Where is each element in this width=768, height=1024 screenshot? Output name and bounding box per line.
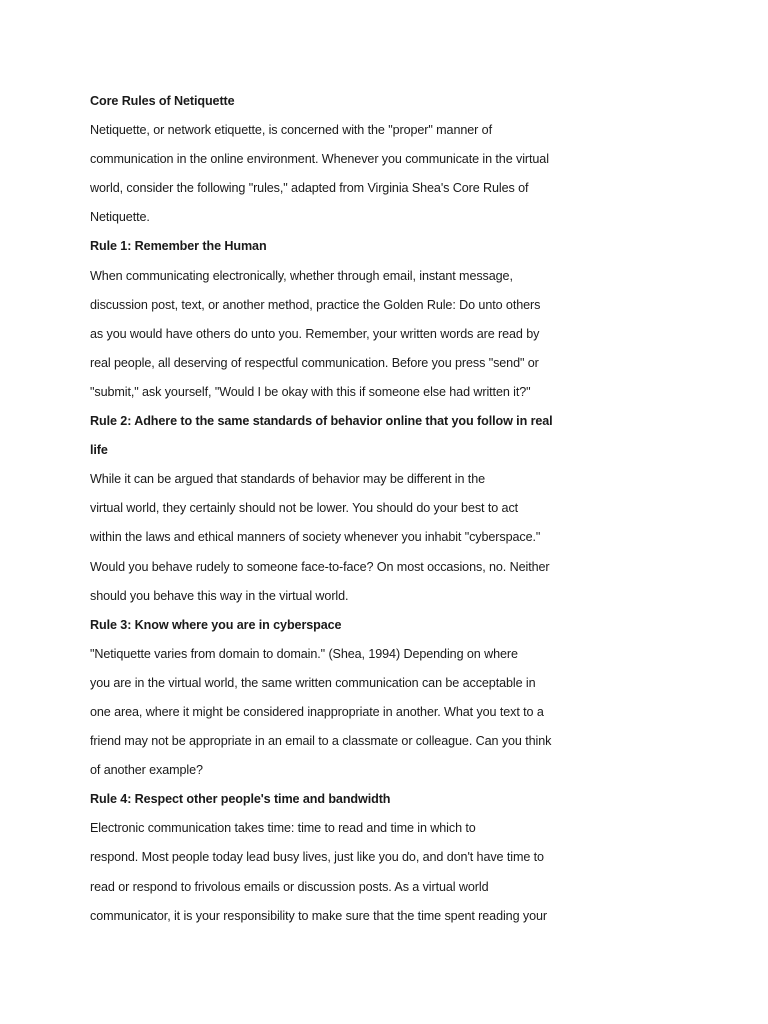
rule-1-body-line: real people, all deserving of respectful communication. Before you press "send" or [90,355,539,370]
rule-3-body-line: one area, where it might be considered inappropriate in another. What you text to a [90,704,544,719]
rule-2-body-line: within the laws and ethical manners of society whenever you inhabit "cyberspace." [90,530,541,545]
rule-3-body-line: friend may not be appropriate in an email to a classmate or colleague. Can you think [90,734,552,749]
rule-1-body-line: "submit," ask yourself, "Would I be okay with this if someone else had written it?" [90,384,531,399]
rule-1-section [90,232,580,407]
rule-3-heading: Rule 3: Know where you are in cyberspace [90,617,342,632]
document-page [90,87,580,931]
rule-1-body-line: When communicating electronically, whether through email, instant message, [90,268,513,283]
rule-4-heading: Rule 4: Respect other people's time and bandwidth [90,792,391,807]
rule-3-section [90,611,580,786]
intro-line: world, consider the following "rules," adapted from Virginia Shea's Core Rules of [90,181,529,196]
intro-line: Netiquette. [90,210,150,225]
rule-2-heading: life [90,443,108,458]
rule-4-body-line: communicator, it is your responsibility to make sure that the time spent reading your [90,908,547,923]
rule-3-body-line: "Netiquette varies from domain to domain." (Shea, 1994) Depending on where [90,646,518,661]
rule-2-section [90,407,580,611]
rule-2-heading: Rule 2: Adhere to the same standards of behavior online that you follow in real [90,414,553,429]
intro-line: Netiquette, or network etiquette, is concerned with the "proper" manner of [90,123,492,138]
rule-1-body-line: discussion post, text, or another method, practice the Golden Rule: Do unto others [90,297,541,312]
rule-2-body-line: While it can be argued that standards of behavior may be different in the [90,472,486,487]
rule-2-body-line: virtual world, they certainly should not be lower. You should do your best to act [90,501,519,516]
rule-1-heading: Rule 1: Remember the Human [90,239,267,254]
rule-1-body-line: as you would have others do unto you. Remember, your written words are read by [90,326,540,341]
document-title: Core Rules of Netiquette [90,94,235,108]
rule-4-body-line: respond. Most people today lead busy lives, just like you do, and don't have time to [90,850,544,865]
rule-4-body-line: read or respond to frivolous emails or discussion posts. As a virtual world [90,879,489,894]
rule-2-body-line: Would you behave rudely to someone face-to-face? On most occasions, no. Neither [90,559,550,574]
intro-line: communication in the online environment. Whenever you communicate in the virtual [90,152,549,167]
rule-3-body-line: you are in the virtual world, the same written communication can be acceptable in [90,675,536,690]
rule-2-body-line: should you behave this way in the virtual world. [90,588,349,603]
rule-4-body-line: Electronic communication takes time: time to read and time in which to [90,821,476,836]
intro-paragraph [90,116,580,232]
rule-4-section [90,785,580,930]
rule-3-body-line: of another example? [90,763,203,778]
